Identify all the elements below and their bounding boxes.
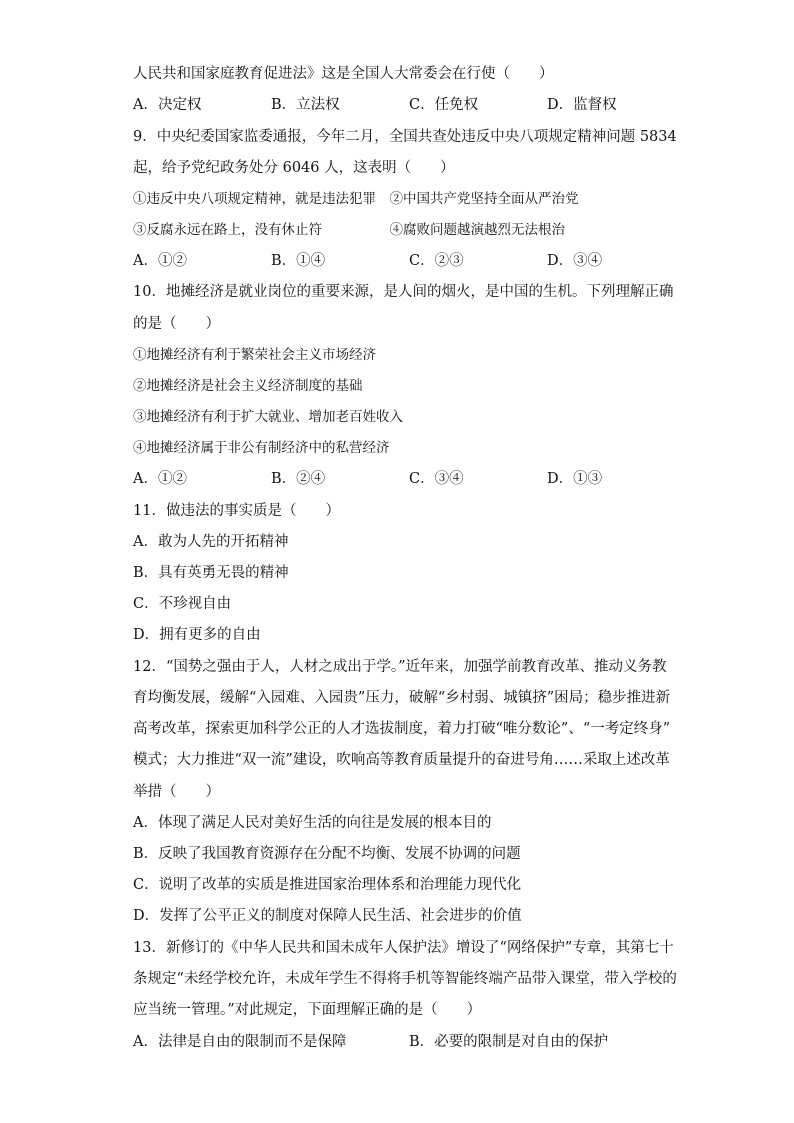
q10-statement-2: ②地摊经济是社会主义经济制度的基础 [133,378,363,394]
q8-option-b: B．立法权 [271,97,340,113]
q8-option-d: D．监督权 [547,97,617,113]
q9-stem-line-1: 9．中央纪委国家监委通报，今年二月，全国共查处违反中央八项规定精神问题 5834 [133,129,677,145]
q9-option-c: C．②③ [409,253,464,269]
q8-stem-line: 人民共和国家庭教育促进法》这是全国人大常委会在行使（ ） [133,66,554,82]
q12-stem-line-1: 12．“国势之强由于人，人材之成出于学。”近年来，加强学前教育改革、推动义务教 [133,659,667,675]
q12-option-b: B．反映了我国教育资源存在分配不均衡、发展不协调的问题 [133,846,521,862]
q13-option-b: B．必要的限制是对自由的保护 [409,1034,609,1050]
q13-stem-line-2: 条规定“未经学校允许，未成年学生不得将手机等智能终端产品带入课堂，带入学校的 [133,971,677,987]
q9-option-b: B．①④ [271,253,326,269]
q9-statement-3-4: ③反腐永远在路上，没有休止符 ④腐败问题越演越烈无法根治 [133,222,565,238]
q12-stem-line-2: 育均衡发展，缓解“入园难、入园贵”压力，破解“乡村弱、城镇挤”困局；稳步推进新 [133,690,671,706]
q9-option-d: D．③④ [547,253,603,269]
q13-stem-line-3: 应当统一管理。”对此规定，下面理解正确的是（ ） [133,1002,482,1018]
q11-option-d: D．拥有更多的自由 [133,627,261,643]
q11-stem: 11．做违法的事实质是（ ） [133,503,340,519]
q10-statement-4: ④地摊经济属于非公有制经济中的私营经济 [133,440,390,456]
q10-statement-1: ①地摊经济有利于繁荣社会主义市场经济 [133,347,376,363]
q10-stem-line-2: 的是（ ） [133,316,220,332]
q12-option-c: C．说明了改革的实质是推进国家治理体系和治理能力现代化 [133,877,522,893]
q10-stem-line-1: 10．地摊经济是就业岗位的重要来源，是人间的烟火，是中国的生机。下列理解正确 [133,284,674,300]
q13-stem-line-1: 13．新修订的《中华人民共和国未成年人保护法》增设了“网络保护”专章，其第七十 [133,940,674,956]
q12-stem-line-4: 模式；大力推进“双一流”建设，吹响高等教育质量提升的奋进号角……采取上述改革 [133,752,670,768]
q11-option-c: C．不珍视自由 [133,596,232,612]
q10-statement-3: ③地摊经济有利于扩大就业、增加老百姓收入 [133,409,403,425]
q8-option-c: C．任免权 [409,97,479,113]
q9-statement-1-2: ①违反中央八项规定精神，就是违法犯罪 ②中国共产党坚持全面从严治党 [133,191,579,207]
q13-option-a: A．法律是自由的限制而不是保障 [133,1034,347,1050]
q12-option-d: D．发挥了公平正义的制度对保障人民生活、社会进步的价值 [133,908,522,924]
q12-stem-line-3: 高考改革，探索更加科学公正的人才选拔制度，着力打破“唯分数论”、“一考定终身” [133,721,671,737]
q10-option-c: C．③④ [409,471,464,487]
q10-option-a: A．①② [133,471,187,487]
q11-option-a: A．敢为人先的开拓精神 [133,534,289,550]
q12-option-a: A．体现了满足人民对美好生活的向往是发展的根本目的 [133,815,492,831]
q11-option-b: B．具有英勇无畏的精神 [133,565,289,581]
q8-option-a: A．决定权 [133,97,202,113]
q9-option-a: A．①② [133,253,187,269]
q10-option-d: D．①③ [547,471,603,487]
q12-stem-line-5: 举措（ ） [133,784,220,800]
q9-stem-line-2: 起，给予党纪政务处分 6046 人，这表明（ ） [133,160,455,176]
q10-option-b: B．②④ [271,471,326,487]
